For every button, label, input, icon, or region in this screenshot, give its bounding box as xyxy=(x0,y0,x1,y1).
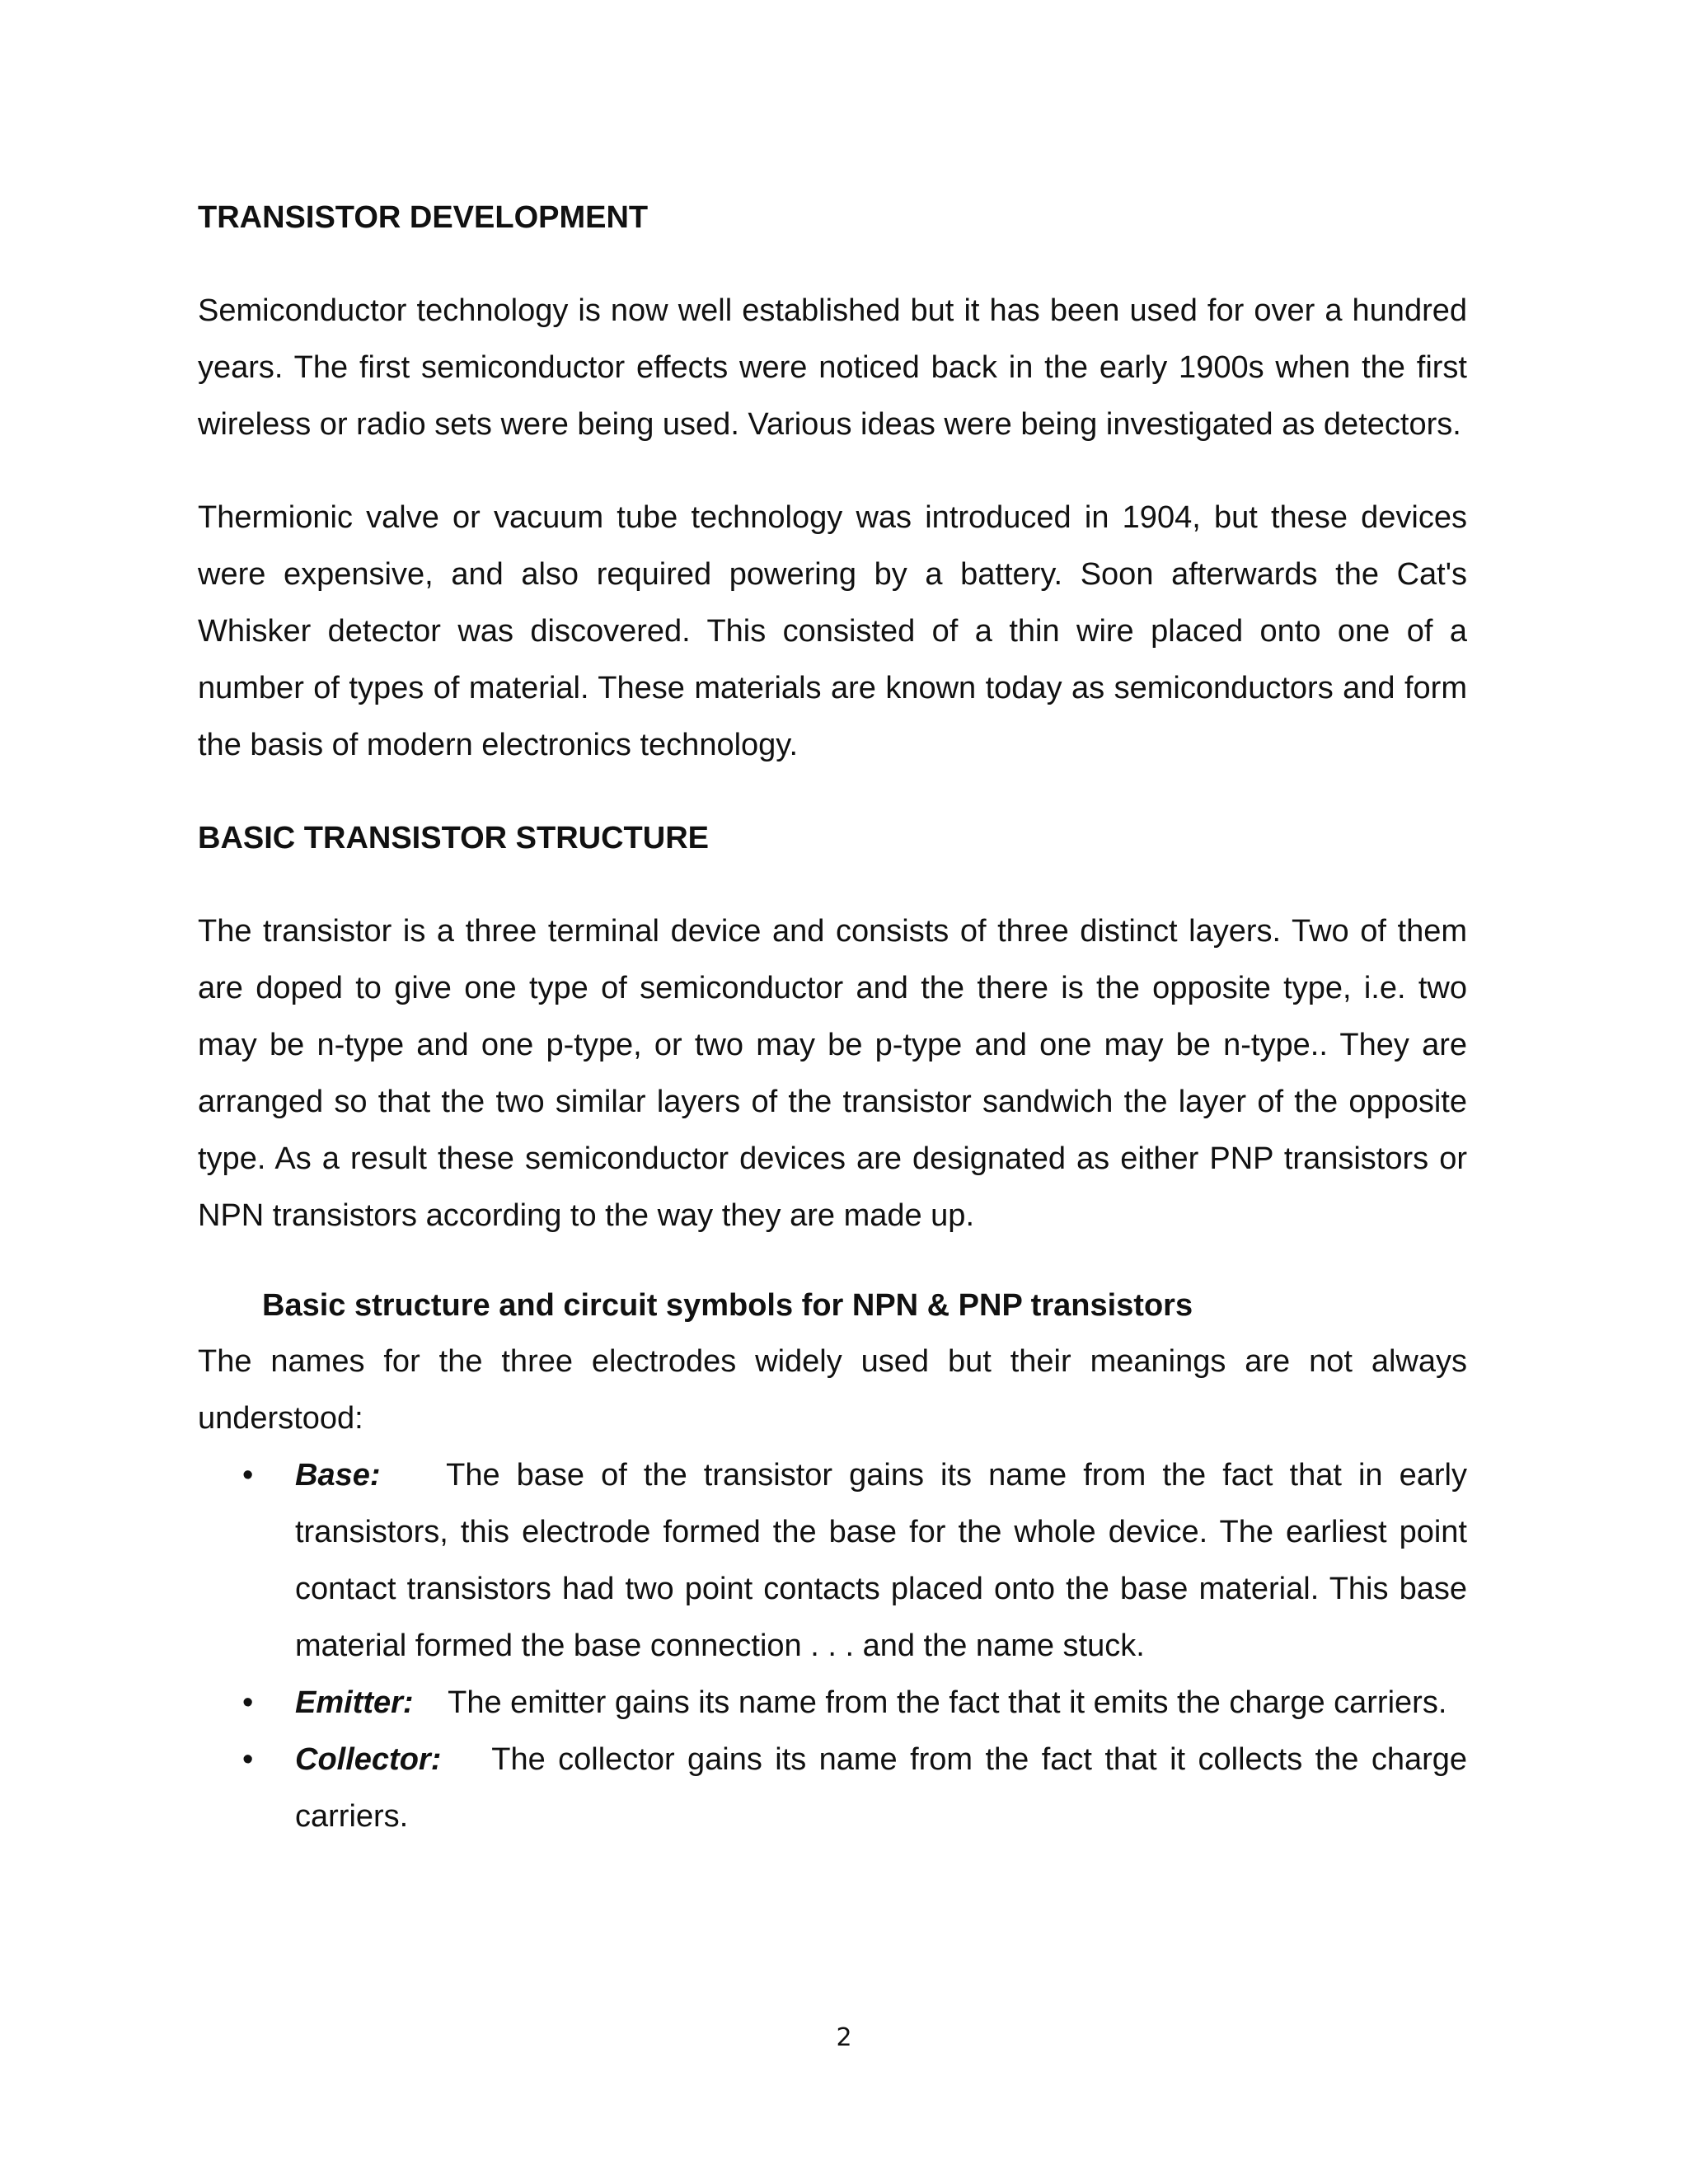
description-emitter: The emitter gains its name from the fact that it emits the charge carriers. xyxy=(448,1685,1447,1720)
section-heading-transistor-development: TRANSISTOR DEVELOPMENT xyxy=(198,200,649,235)
list-item-emitter xyxy=(198,1675,1467,1732)
list-item-base xyxy=(198,1447,1467,1675)
bullet-icon: • xyxy=(242,1685,254,1720)
bullet-icon: • xyxy=(242,1458,254,1493)
page-number: 2 xyxy=(836,2023,852,2052)
term-emitter: Emitter: xyxy=(295,1685,414,1720)
list-item-collector xyxy=(198,1732,1467,1845)
page-content xyxy=(198,190,1467,1845)
paragraph-electrodes-intro: The names for the three electrodes widely used but their meanings are not always understood: xyxy=(198,1344,1467,1436)
bullet-icon: • xyxy=(242,1742,254,1777)
paragraph-thermionic-valve: Thermionic valve or vacuum tube technology was introduced in 1904, but these devices were expensive, and also required powering by a battery. Soon afterwards the Cat's Whisker detector was discovered. This consisted of a thin wire placed onto one of a number of types of material. These materials are known today as semiconductors and form the basis of modern electronics technology. xyxy=(198,500,1467,762)
figure-caption: Basic structure and circuit symbols for NPN & PNP transistors xyxy=(262,1288,1193,1323)
term-base: Base: xyxy=(295,1458,381,1493)
description-base: The base of the transistor gains its name from the fact that in early transistors, this electrode formed the base for the whole device. The earliest point contact transistors had two point contacts placed onto the base material. This base material formed the base connection . . . and the name stuck. xyxy=(295,1458,1467,1663)
electrode-list xyxy=(198,1447,1467,1845)
paragraph-semiconductor-history: Semiconductor technology is now well established but it has been used for over a hundred years. The first semiconductor effects were noticed back in the early 1900s when the first wireless or radio sets were being used. Various ideas were being investigated as detectors. xyxy=(198,293,1467,442)
section-heading-basic-transistor-structure: BASIC TRANSISTOR STRUCTURE xyxy=(198,821,709,855)
paragraph-transistor-layers: The transistor is a three terminal device and consists of three distinct layers. Two of them are doped to give one type of semiconductor and the there is the opposite type, i.e. two may be n-type and one p-type, or two may be p-type and one may be n-type.. They are arranged so that the two similar layers of the transistor sandwich the layer of the opposite type. As a result these semiconductor devices are designated as either PNP transistors or NPN transistors according to the way they are made up. xyxy=(198,914,1467,1233)
description-collector: The collector gains its name from the fact that it collects the charge carriers. xyxy=(295,1742,1468,1834)
term-collector: Collector: xyxy=(295,1742,442,1777)
